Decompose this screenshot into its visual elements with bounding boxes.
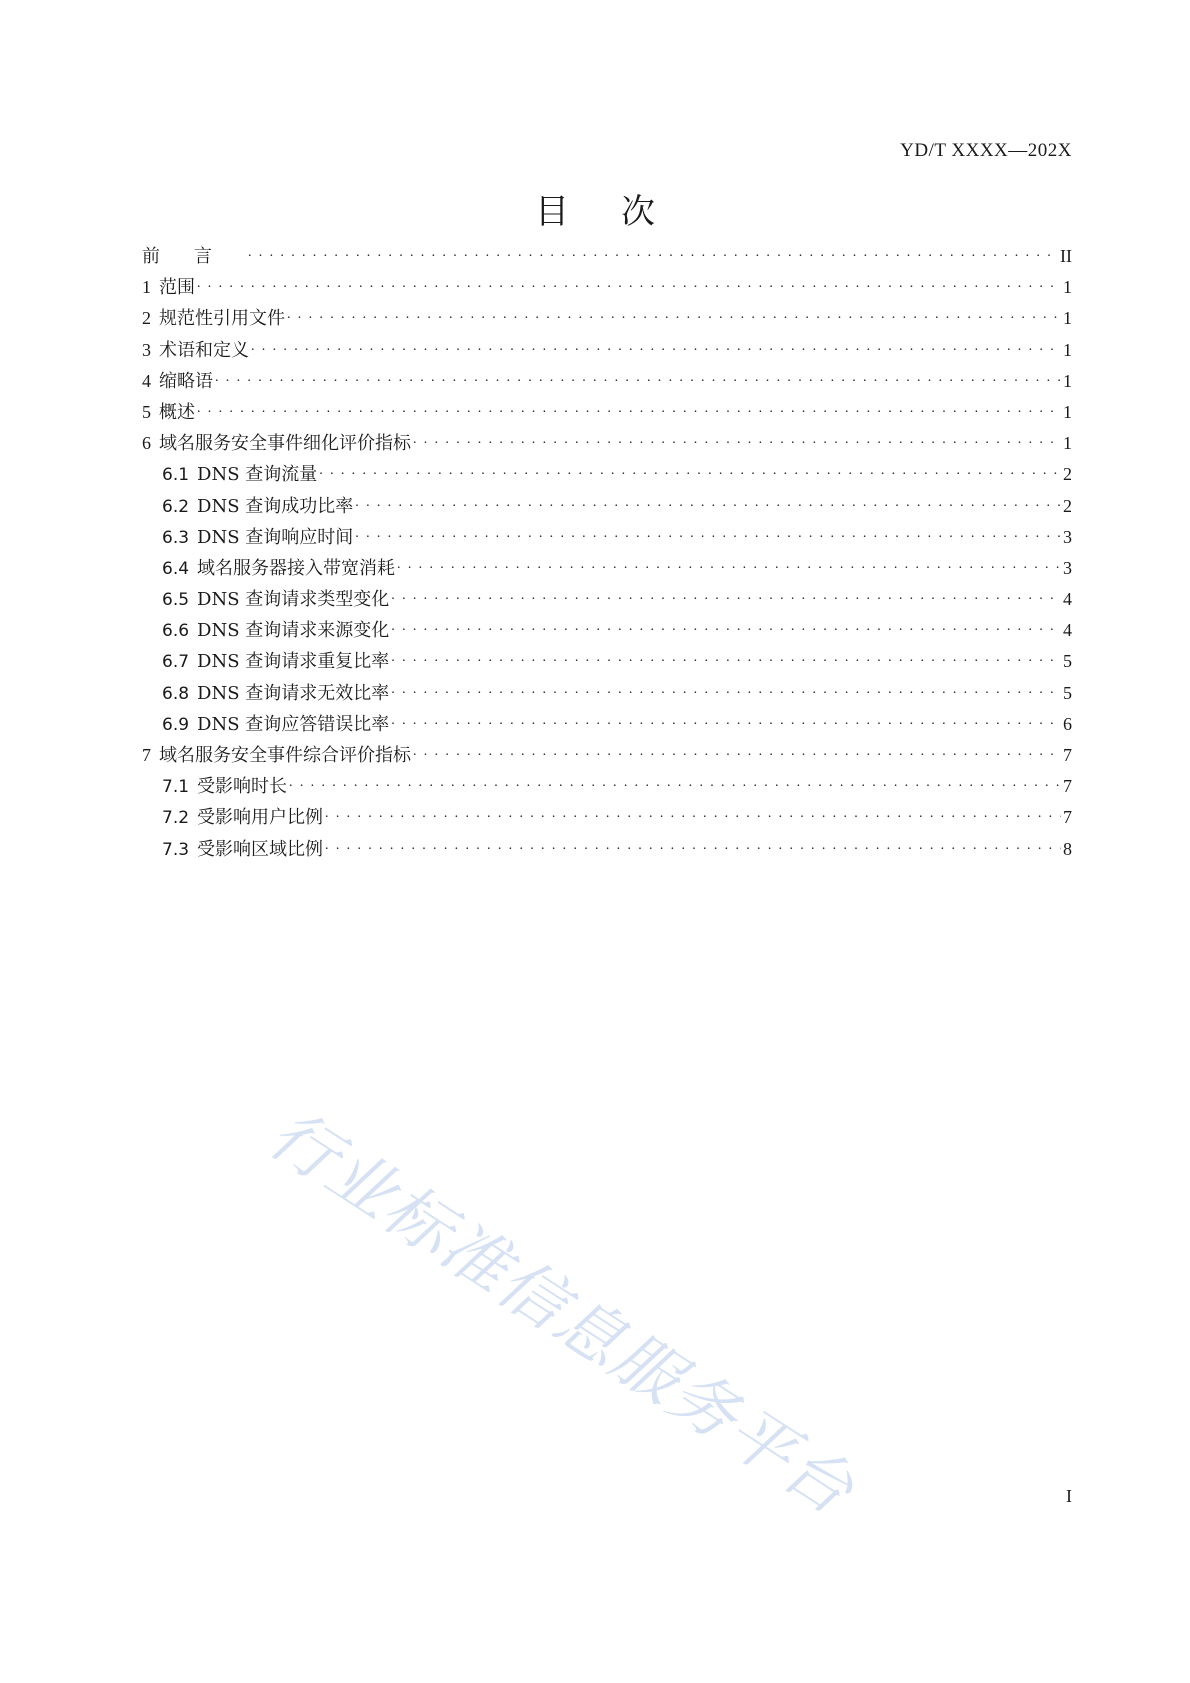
toc-leader-dots [325, 805, 1061, 823]
toc-entry-label: 规范性引用文件 [159, 308, 285, 330]
title-char-1: 目 [535, 192, 569, 232]
toc-entry-number: 6.6 [162, 621, 190, 642]
toc-entry[interactable] [142, 647, 1072, 678]
toc-entry-page: 2 [1063, 464, 1072, 485]
toc-leader-dots [391, 587, 1061, 605]
toc-entry-page: 2 [1063, 495, 1072, 516]
toc-leader-dots [355, 525, 1061, 543]
document-code: YD/T XXXX—202X [900, 140, 1072, 161]
toc-entry-page: 5 [1063, 651, 1072, 672]
toc-entry-label: 概述 [159, 401, 195, 423]
toc-entry-page: 1 [1063, 401, 1072, 422]
toc-entry-page: 7 [1063, 776, 1072, 797]
toc-entry-label: 域名服务器接入带宽消耗 [197, 557, 396, 579]
toc-entry-page: 1 [1063, 433, 1072, 454]
toc-entry-number: 6.8 [162, 683, 190, 704]
toc-entry-page: 1 [1063, 339, 1072, 360]
toc-entry-label: DNS 查询成功比率 [197, 495, 354, 517]
toc-entry-page: 6 [1063, 713, 1072, 734]
toc-entry-number: 5 [142, 401, 151, 422]
title-char-2: 次 [621, 192, 655, 232]
toc-entry-label: 范围 [159, 277, 195, 299]
toc-entry-page: 3 [1063, 526, 1072, 547]
toc-entry-number: 6.7 [162, 652, 190, 673]
toc-entry-label: 缩略语 [159, 370, 213, 392]
toc-leader-dots [391, 681, 1061, 699]
toc-entry[interactable] [142, 398, 1072, 429]
toc-leader-dots [248, 244, 1058, 262]
toc-entry[interactable] [142, 460, 1072, 491]
toc-entry-label: DNS 查询流量 [197, 464, 318, 486]
toc-leader-dots [355, 494, 1061, 512]
toc-entry-label: DNS 查询应答错误比率 [197, 713, 390, 735]
page-number: I [1066, 1486, 1072, 1506]
toc-entry-number: 7.2 [162, 808, 190, 829]
toc-entry[interactable] [142, 273, 1072, 304]
toc-entry[interactable] [142, 492, 1072, 523]
toc-entry-label: 受影响区域比例 [197, 838, 324, 860]
toc-leader-dots [325, 837, 1061, 855]
toc-entry-label: DNS 查询请求无效比率 [197, 682, 390, 704]
toc-entry-label: DNS 查询请求来源变化 [197, 620, 390, 642]
toc-entry-page: 1 [1063, 277, 1072, 298]
toc-entry-number: 4 [142, 370, 151, 391]
toc-entry-label: 受影响时长 [197, 776, 288, 798]
toc-entry-page: 3 [1063, 557, 1072, 578]
toc-entry-label: DNS 查询请求重复比率 [197, 651, 390, 673]
toc-leader-dots [197, 400, 1061, 418]
toc-entry[interactable] [142, 336, 1072, 367]
toc-entry[interactable] [142, 523, 1072, 554]
toc-entry-label: DNS 查询请求类型变化 [197, 589, 390, 611]
toc-leader-dots [289, 774, 1061, 792]
toc-entry-number: 6.1 [162, 465, 190, 486]
toc-entry-page: 4 [1063, 620, 1072, 641]
toc-leader-dots [391, 618, 1061, 636]
toc-entry[interactable] [142, 304, 1072, 335]
toc-entry[interactable] [142, 367, 1072, 398]
toc-entry[interactable] [142, 585, 1072, 616]
toc-entry[interactable] [142, 616, 1072, 647]
toc-entry-number: 6.9 [162, 714, 190, 735]
toc-entry-page: 1 [1063, 308, 1072, 329]
table-of-contents [142, 242, 1072, 866]
toc-entry[interactable] [142, 242, 1072, 273]
toc-entry-page: 4 [1063, 589, 1072, 610]
watermark: 行业标准信息服务平台 [255, 1095, 868, 1531]
toc-entry-number: 2 [142, 308, 151, 329]
toc-entry-page: II [1060, 246, 1072, 266]
toc-entry[interactable] [142, 741, 1072, 772]
toc-entry-label: 术语和定义 [159, 339, 249, 361]
toc-leader-dots [413, 743, 1061, 761]
toc-entry-label: 域名服务安全事件综合评价指标 [159, 745, 411, 766]
toc-entry-number: 6.2 [162, 496, 190, 517]
toc-entry-page: 7 [1063, 807, 1072, 828]
toc-entry-number: 6.3 [162, 527, 190, 548]
toc-entry-number: 3 [142, 339, 151, 360]
toc-entry-page: 5 [1063, 682, 1072, 703]
toc-leader-dots [215, 369, 1061, 387]
toc-leader-dots [413, 431, 1061, 449]
toc-leader-dots [319, 462, 1061, 480]
toc-entry-number: 1 [142, 277, 151, 298]
toc-entry-number: 7.1 [162, 777, 190, 798]
toc-leader-dots [287, 306, 1061, 324]
toc-entry-number: 6 [142, 433, 151, 454]
toc-entry-page: 8 [1063, 838, 1072, 859]
toc-entry-label: DNS 查询响应时间 [197, 526, 354, 548]
toc-leader-dots [197, 275, 1061, 293]
toc-entry-label: 域名服务安全事件细化评价指标 [159, 433, 411, 455]
toc-entry[interactable] [142, 679, 1072, 710]
toc-leader-dots [251, 338, 1061, 356]
toc-entry[interactable] [142, 710, 1072, 741]
toc-entry[interactable] [142, 835, 1072, 866]
toc-entry[interactable] [142, 429, 1072, 460]
toc-entry-label: 前言 [142, 246, 246, 267]
toc-entry-page: 7 [1063, 745, 1072, 765]
toc-entry-number: 7.3 [162, 839, 190, 860]
toc-leader-dots [391, 712, 1061, 730]
page-title [0, 184, 1190, 233]
toc-entry[interactable] [142, 803, 1072, 834]
toc-entry-label: 受影响用户比例 [197, 807, 324, 829]
toc-leader-dots [397, 556, 1061, 574]
toc-entry[interactable] [142, 772, 1072, 803]
toc-entry-number: 6.5 [162, 590, 190, 611]
toc-entry-page: 1 [1063, 370, 1072, 391]
toc-leader-dots [391, 649, 1061, 667]
toc-entry-number: 6.4 [162, 558, 190, 579]
toc-entry[interactable] [142, 554, 1072, 585]
toc-entry-number: 7 [142, 745, 151, 765]
